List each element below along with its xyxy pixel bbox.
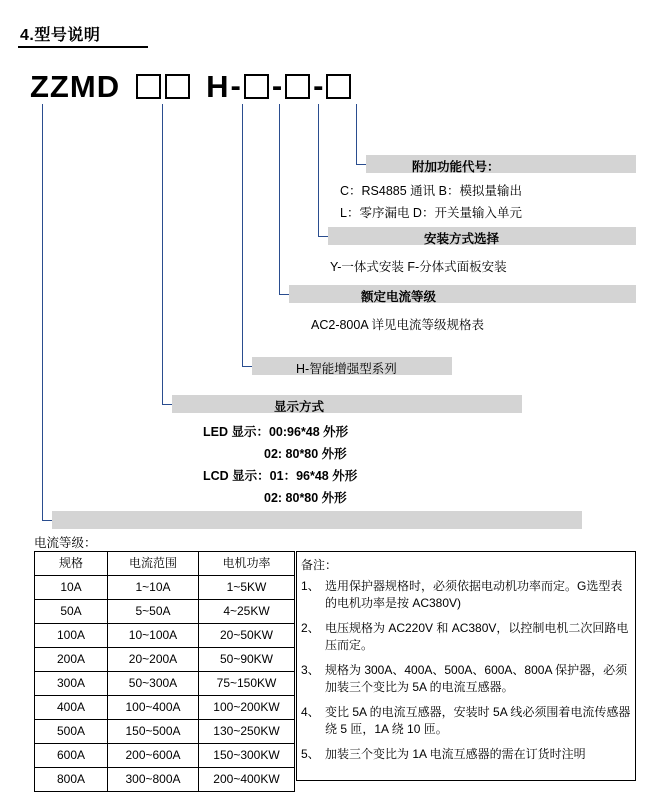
band-prefix [52, 511, 582, 529]
leader-line-install-v [318, 104, 319, 236]
table-row [35, 744, 295, 768]
display-title: 显示方式 [274, 400, 325, 414]
note-number: 3、 [301, 663, 320, 677]
note-text: 电压规格为 AC220V 和 AC380V，以控制电机二次回路电压而定。 [325, 621, 629, 652]
title-underline [18, 46, 148, 48]
cell-current-range: 5~50A [108, 600, 199, 624]
note-number: 4、 [301, 705, 320, 719]
cell-motor-power: 1~5KW [199, 576, 295, 600]
series-title: H-智能增强型系列 [296, 362, 397, 376]
cell-spec: 300A [35, 672, 108, 696]
cell-spec: 500A [35, 720, 108, 744]
note-item [301, 662, 631, 696]
note-item [301, 620, 631, 654]
separator-3: - [313, 68, 324, 103]
notes-box [296, 551, 636, 781]
cell-current-range: 20~200A [108, 648, 199, 672]
table-row [35, 672, 295, 696]
cell-motor-power: 4~25KW [199, 600, 295, 624]
cell-motor-power: 75~150KW [199, 672, 295, 696]
table-row [35, 648, 295, 672]
page-title: 4.型号说明 [20, 27, 101, 44]
leader-line-series-v [242, 104, 243, 366]
cell-spec: 200A [35, 648, 108, 672]
note-text: 规格为 300A、400A、500A、600A、800A 保护器，必须加装三个变比为 5A 的电流互感器。 [325, 663, 628, 694]
notes-title: 备注： [301, 558, 338, 572]
code-box-current [244, 74, 269, 99]
model-code-row [30, 66, 353, 106]
cell-motor-power: 150~300KW [199, 744, 295, 768]
column-header-spec: 规格 [35, 552, 108, 576]
extra-function-title: 附加功能代号： [412, 160, 500, 174]
cell-spec: 50A [35, 600, 108, 624]
code-box-display-1 [136, 74, 161, 99]
cell-motor-power: 130~250KW [199, 720, 295, 744]
separator-1: - [230, 68, 241, 103]
cell-motor-power: 100~200KW [199, 696, 295, 720]
table-header-row [35, 552, 295, 576]
cell-motor-power: 20~50KW [199, 624, 295, 648]
install-title: 安装方式选择 [424, 232, 500, 246]
band-extra-function [366, 155, 636, 173]
note-number: 5、 [301, 747, 320, 761]
table-row [35, 720, 295, 744]
cell-motor-power: 50~90KW [199, 648, 295, 672]
display-line-3: LCD 显示：01：96*48 外形 [203, 469, 358, 483]
cell-motor-power: 200~400KW [199, 768, 295, 792]
model-prefix: ZZMD [30, 68, 121, 104]
note-text: 加装三个变比为 1A 电流互感器的需在订货时注明 [325, 747, 586, 761]
note-item [301, 704, 631, 738]
leader-line-prefix-h [42, 520, 52, 521]
note-number: 1、 [301, 579, 320, 593]
install-line-1: Y-一体式安装 F-分体式面板安装 [330, 260, 507, 274]
cell-current-range: 100~400A [108, 696, 199, 720]
table-row [35, 696, 295, 720]
leader-line-prefix-v [42, 104, 43, 520]
cell-current-range: 200~600A [108, 744, 199, 768]
table-row [35, 624, 295, 648]
note-text: 变比 5A 的电流互感器，安装时 5A 线必须围着电流传感器绕 5 匝，1A 绕 10 匝。 [325, 705, 631, 736]
display-line-2: 02: 80*80 外形 [264, 447, 347, 461]
table-row [35, 768, 295, 792]
cell-spec: 100A [35, 624, 108, 648]
leader-line-extra-function-v [356, 104, 357, 164]
cell-current-range: 10~100A [108, 624, 199, 648]
leader-line-display-h [162, 404, 172, 405]
leader-line-current-h [279, 294, 289, 295]
table-row [35, 600, 295, 624]
separator-2: - [271, 68, 283, 103]
leader-line-install-h [318, 236, 328, 237]
model-series-letter: H [206, 68, 230, 104]
code-box-install [285, 74, 310, 99]
leader-line-series-h [242, 366, 252, 367]
spec-table [34, 551, 295, 792]
cell-spec: 400A [35, 696, 108, 720]
column-header-motor-power: 电机功率 [199, 552, 295, 576]
table-row [35, 576, 295, 600]
note-item [301, 746, 631, 763]
band-current-level [289, 285, 636, 303]
code-box-display-2 [165, 74, 190, 99]
current-level-line-1: AC2-800A 详见电流等级规格表 [311, 318, 484, 332]
column-header-current-range: 电流范围 [108, 552, 199, 576]
cell-spec: 10A [35, 576, 108, 600]
leader-line-display-v [162, 104, 163, 404]
current-grade-label: 电流等级： [34, 536, 97, 550]
display-line-1: LED 显示：00:96*48 外形 [203, 425, 349, 439]
display-line-4: 02: 80*80 外形 [264, 491, 347, 505]
cell-current-range: 50~300A [108, 672, 199, 696]
extra-function-line-2: L：零序漏电 D：开关量输入单元 [340, 206, 522, 220]
cell-spec: 600A [35, 744, 108, 768]
note-item [301, 578, 631, 612]
note-text: 选用保护器规格时，必须依据电动机功率而定。G选型表的电机功率是按 AC380V) [325, 579, 623, 610]
current-level-title: 额定电流等级 [361, 290, 437, 304]
extra-function-line-1: C：RS4885 通讯 B：模拟量输出 [340, 184, 522, 198]
band-display [172, 395, 522, 413]
leader-line-current-v [279, 104, 280, 294]
cell-current-range: 1~10A [108, 576, 199, 600]
leader-line-extra-function-h [356, 164, 366, 165]
code-box-extra-function [326, 74, 351, 99]
note-number: 2、 [301, 621, 320, 635]
cell-current-range: 300~800A [108, 768, 199, 792]
cell-spec: 800A [35, 768, 108, 792]
cell-current-range: 150~500A [108, 720, 199, 744]
